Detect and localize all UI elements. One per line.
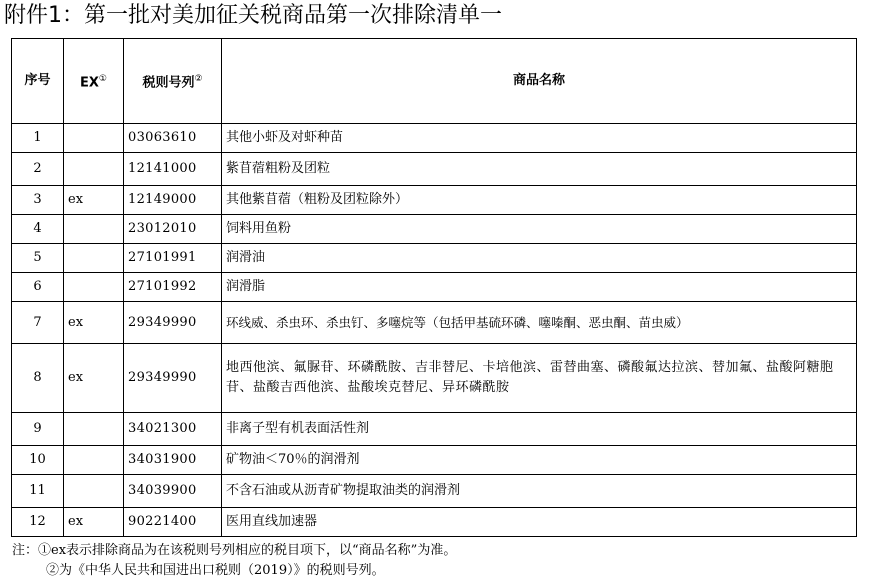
header-serial-number: 序号 [12,39,64,124]
cell-tariff-code: 34039900 [124,475,222,508]
cell-tariff-code: 27101992 [124,273,222,302]
cell-ex: ex [64,302,124,344]
cell-product-name: 不含石油或从沥青矿物提取油类的润滑剂 [222,475,857,508]
header-code-footnote-mark: ② [194,73,203,84]
cell-serial: 4 [12,215,64,244]
cell-ex: ex [64,186,124,215]
cell-ex [64,124,124,153]
table-row [12,413,857,446]
cell-serial: 9 [12,413,64,446]
cell-product-name: 地西他滨、氟脲苷、环磷酰胺、吉非替尼、卡培他滨、雷替曲塞、磷酸氟达拉滨、替加氟、盐酸阿糖胞苷、盐酸吉西他滨、盐酸埃克替尼、异环磷酰胺 [222,344,857,413]
cell-product-name: 矿物油＜70％的润滑剂 [222,446,857,475]
cell-serial: 5 [12,244,64,273]
cell-tariff-code: 03063610 [124,124,222,153]
cell-product-name: 其他小虾及对虾种苗 [222,124,857,153]
exclusion-list-table [11,38,857,537]
table-row [12,186,857,215]
header-tariff-code: 税则号列② [124,39,222,124]
cell-ex [64,413,124,446]
cell-tariff-code: 27101991 [124,244,222,273]
table-row [12,124,857,153]
cell-ex [64,273,124,302]
cell-serial: 12 [12,508,64,537]
cell-ex [64,215,124,244]
cell-ex: ex [64,508,124,537]
table-row [12,344,857,413]
cell-product-name: 非离子型有机表面活性剂 [222,413,857,446]
cell-serial: 8 [12,344,64,413]
cell-serial: 6 [12,273,64,302]
footnote-1: 注：①ex表示排除商品为在该税则号列相应的税目项下，以“商品名称”为准。 [12,543,457,558]
cell-tariff-code: 29349990 [124,344,222,413]
table-row [12,153,857,186]
page-title: 附件1：第一批对美加征关税商品第一次排除清单一 [4,3,502,28]
cell-product-name: 润滑脂 [222,273,857,302]
table-row [12,508,857,537]
table-row [12,446,857,475]
cell-tariff-code: 34031900 [124,446,222,475]
table-row [12,302,857,344]
cell-tariff-code: 23012010 [124,215,222,244]
header-ex: EX① [64,39,124,124]
footnotes [12,541,456,581]
table-header-row [12,39,857,124]
cell-serial: 10 [12,446,64,475]
table-row [12,244,857,273]
cell-ex [64,244,124,273]
header-product-name: 商品名称 [222,39,857,124]
cell-product-name: 医用直线加速器 [222,508,857,537]
cell-ex: ex [64,344,124,413]
cell-tariff-code: 34021300 [124,413,222,446]
cell-ex [64,475,124,508]
cell-ex [64,446,124,475]
cell-serial: 2 [12,153,64,186]
table-row [12,273,857,302]
cell-product-name: 紫苜蓿粗粉及团粒 [222,153,857,186]
cell-product-name: 饲料用鱼粉 [222,215,857,244]
table-row [12,215,857,244]
cell-serial: 11 [12,475,64,508]
header-ex-footnote-mark: ① [98,73,107,84]
cell-tariff-code: 12141000 [124,153,222,186]
cell-tariff-code: 12149000 [124,186,222,215]
cell-product-name: 其他紫苜蓿（粗粉及团粒除外） [222,186,857,215]
cell-serial: 3 [12,186,64,215]
cell-serial: 1 [12,124,64,153]
cell-tariff-code: 29349990 [124,302,222,344]
cell-serial: 7 [12,302,64,344]
cell-product-name: 环线威、杀虫环、杀虫钉、多噻烷等（包括甲基硫环磷、噻嗪酮、恶虫酮、苗虫威） [222,302,857,344]
table-row [12,475,857,508]
cell-product-name: 润滑油 [222,244,857,273]
footnote-2: ②为《中华人民共和国进出口税则（2019）》的税则号列。 [46,563,385,578]
cell-ex [64,153,124,186]
cell-tariff-code: 90221400 [124,508,222,537]
